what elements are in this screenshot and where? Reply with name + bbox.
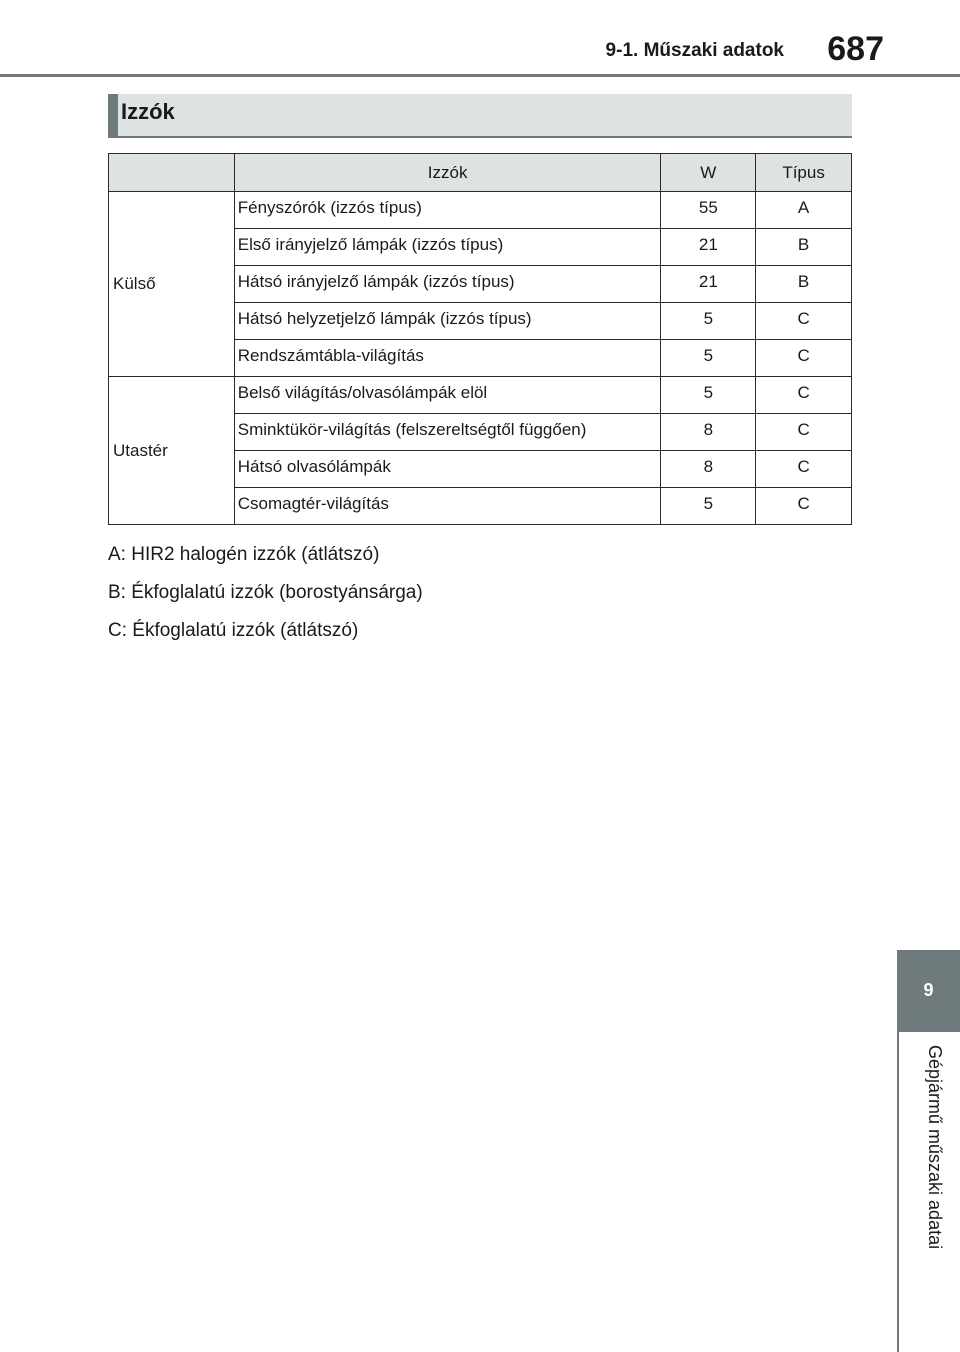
footnote-c: C: Ékfoglalatú izzók (átlátszó) [108, 620, 359, 641]
chapter-side-rule [897, 1032, 899, 1352]
watt-cell: 21 [661, 229, 756, 266]
watt-cell: 21 [661, 266, 756, 303]
bulb-name-cell: Rendszámtábla-világítás [234, 340, 661, 377]
watt-cell: 5 [661, 488, 756, 525]
bulb-name-cell: Hátsó olvasólámpák [234, 451, 661, 488]
column-header-group [109, 154, 235, 192]
group-cell-interior: Utastér [109, 377, 235, 525]
chapter-label: Gépjármű műszaki adatai [925, 1045, 945, 1250]
bulb-name-cell: Belső világítás/olvasólámpák elöl [234, 377, 661, 414]
column-header-type: Típus [756, 154, 852, 192]
section-heading: 9-1. Műszaki adatok [605, 40, 784, 61]
type-cell: A [756, 192, 852, 229]
footnote-a: A: HIR2 halogén izzók (átlátszó) [108, 544, 380, 565]
watt-cell: 55 [661, 192, 756, 229]
type-cell: C [756, 303, 852, 340]
group-cell-exterior: Külső [109, 192, 235, 377]
table-header-row [109, 154, 852, 192]
bulb-name-cell: Hátsó irányjelző lámpák (izzós típus) [234, 266, 661, 303]
bulb-name-cell: Hátsó helyzetjelző lámpák (izzós típus) [234, 303, 661, 340]
section-title-bar [108, 94, 852, 138]
section-title: Izzók [121, 99, 175, 124]
watt-cell: 5 [661, 377, 756, 414]
chapter-tab [897, 950, 960, 1032]
watt-cell: 8 [661, 414, 756, 451]
type-cell: C [756, 340, 852, 377]
bulb-name-cell: Fényszórók (izzós típus) [234, 192, 661, 229]
watt-cell: 5 [661, 303, 756, 340]
type-cell: C [756, 377, 852, 414]
column-header-bulbs: Izzók [234, 154, 661, 192]
page-number: 687 [827, 30, 884, 68]
watt-cell: 8 [661, 451, 756, 488]
footnote-b: B: Ékfoglalatú izzók (borostyánsárga) [108, 582, 423, 603]
bulbs-table [108, 153, 852, 525]
type-cell: B [756, 229, 852, 266]
type-cell: C [756, 488, 852, 525]
footnotes [108, 542, 423, 656]
section-accent-bar [108, 94, 118, 136]
page-header [0, 0, 960, 78]
column-header-watt: W [661, 154, 756, 192]
table-row [109, 377, 852, 414]
table-row [109, 192, 852, 229]
bulb-name-cell: Sminktükör-világítás (felszereltségtől függően) [234, 414, 661, 451]
type-cell: B [756, 266, 852, 303]
header-divider [0, 74, 960, 77]
bulb-name-cell: Első irányjelző lámpák (izzós típus) [234, 229, 661, 266]
type-cell: C [756, 414, 852, 451]
watt-cell: 5 [661, 340, 756, 377]
chapter-number: 9 [923, 980, 934, 1000]
type-cell: C [756, 451, 852, 488]
bulb-name-cell: Csomagtér-világítás [234, 488, 661, 525]
